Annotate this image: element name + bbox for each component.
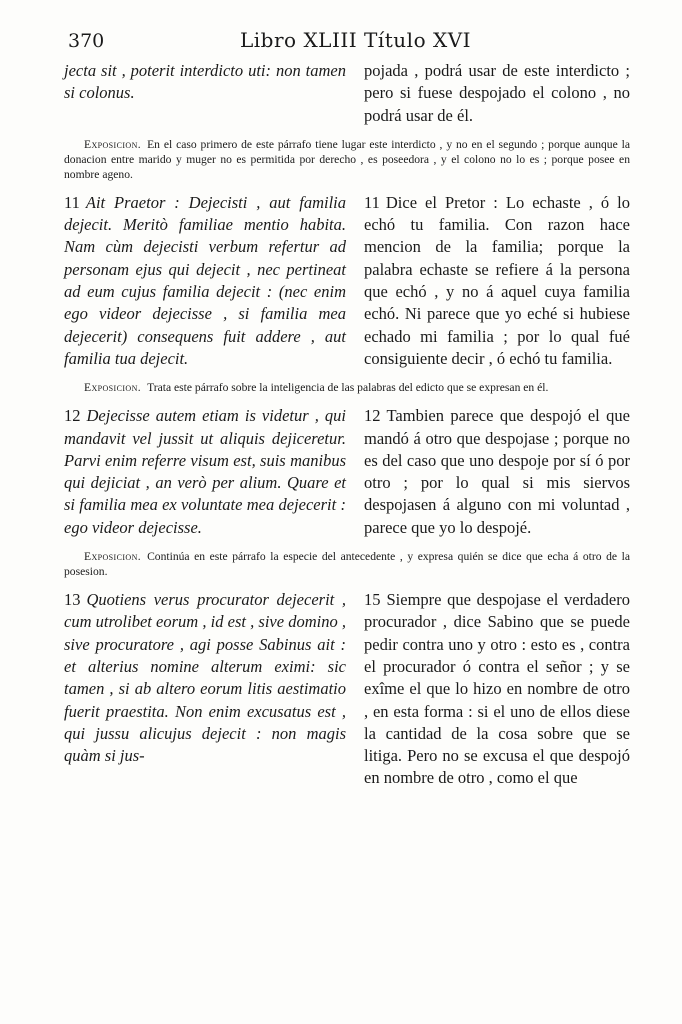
paragraph-number: 11 xyxy=(364,192,380,212)
paragraph-block xyxy=(64,405,630,539)
paragraph-block xyxy=(64,192,630,370)
latin-paragraph xyxy=(64,192,346,370)
spanish-paragraph xyxy=(364,192,630,370)
latin-paragraph xyxy=(64,589,346,790)
latin-text: jecta sit , poterit interdicto uti: non tamen si colonus. xyxy=(64,61,346,103)
paragraph-number: 13 xyxy=(64,590,81,610)
exposition-label: Exposicion. xyxy=(84,550,142,564)
exposition-label: Exposicion. xyxy=(84,381,142,395)
spanish-text: Dice el Pretor : Lo echaste , ó lo echó tu familia. Con razon hace mencion de la familia; porque la palabra echaste se refiere á la persona que echó , y no á aquel cuya familia echó. Ni parece que yo eché si hubiese echado mi familia ; por lo qual fué consiguiente decir , ó echó tu familia. xyxy=(364,192,630,368)
exposition xyxy=(64,137,630,182)
latin-text: Ait Praetor : Dejecisti , aut familia dejecit. Meritò familiae mentio habita. Nam cùm dejecisti verbum refertur ad personam ejus qui dejecit , nec pertineat ad eum cujus familia dejecit : (nec enim ego videor dejecisse , si familia mea dejecerit) consequens fuit addere , aut familia tua dejecit. xyxy=(64,192,346,368)
paragraph-number: 11 xyxy=(64,192,80,212)
paragraph-number: 12 xyxy=(364,406,381,426)
paragraph-block xyxy=(64,60,630,127)
exposition-text: Trata este párrafo sobre la inteligencia de las palabras del edicto que se expresan en él. xyxy=(147,381,549,395)
exposition-label: Exposicion. xyxy=(84,137,142,151)
spanish-text: Tambien parece que despojó el que mandó á otro que despojase ; porque no es del caso que uno despoje por sí ó por otro ; por lo qual si mis siervos despojasen á alguno con mi voluntad , parece que yo lo despojé. xyxy=(364,406,630,537)
paragraph-block xyxy=(64,589,630,790)
spanish-text: pojada , podrá usar de este interdicto ; pero si fuese despojado el colono , no podrá usar de él. xyxy=(364,61,630,125)
exposition-text: En el caso primero de este párrafo tiene lugar este interdicto , y no en el segundo ; porque aunque la donacion entre marido y muger no es permitida por derecho , es poseedora , y el colono no lo es ; porque posee en nombre ageno. xyxy=(64,137,630,181)
latin-paragraph xyxy=(64,405,346,539)
exposition xyxy=(64,549,630,579)
paragraph-number: 12 xyxy=(64,406,81,426)
spanish-paragraph xyxy=(364,405,630,539)
exposition xyxy=(64,380,630,395)
page xyxy=(64,24,630,790)
page-header xyxy=(64,24,630,60)
latin-text: Quotiens verus procurator dejecerit , cum utrolibet eorum , id est , sive domino , sive procuratore , agi posse Sabinus ait : et alterius nomine alterum eximi: sic tamen , si ab altero eorum litis aestimatio fuerit praestita. Non enim excusatus est , qui jussu alicujus dejecit : non magis quàm si jus- xyxy=(64,590,346,766)
latin-text: Dejecisse autem etiam is videtur , qui mandavit vel jussit ut aliquis dejiceretur. Parvi enim referre visum est, suis manibus qui dejiciat , an verò per alium. Quare et si familia mea ex voluntate mea dejecerit : ego videor dejecisse. xyxy=(64,406,346,537)
spanish-paragraph xyxy=(364,589,630,790)
exposition-text: Continúa en este párrafo la especie del antecedente , y expresa quién se dice que echa á otro de la posesion. xyxy=(64,550,630,579)
paragraph-number: 15 xyxy=(364,590,381,610)
spanish-text: Siempre que despojase el verdadero procurador , dice Sabino que se puede pedir contra uno y otro : esto es , contra el procurador ó contra el señor ; y se exîme el que lo hizo en nombre de otro , en esta forma : si el uno de ellos diese la cantidad de la cosa sobre que se litiga. Pero no se excusa el que despojó en nombre de otro , como el que xyxy=(364,590,630,788)
page-number: 370 xyxy=(68,30,105,52)
running-title: Libro XLIII Título XVI xyxy=(240,28,472,52)
